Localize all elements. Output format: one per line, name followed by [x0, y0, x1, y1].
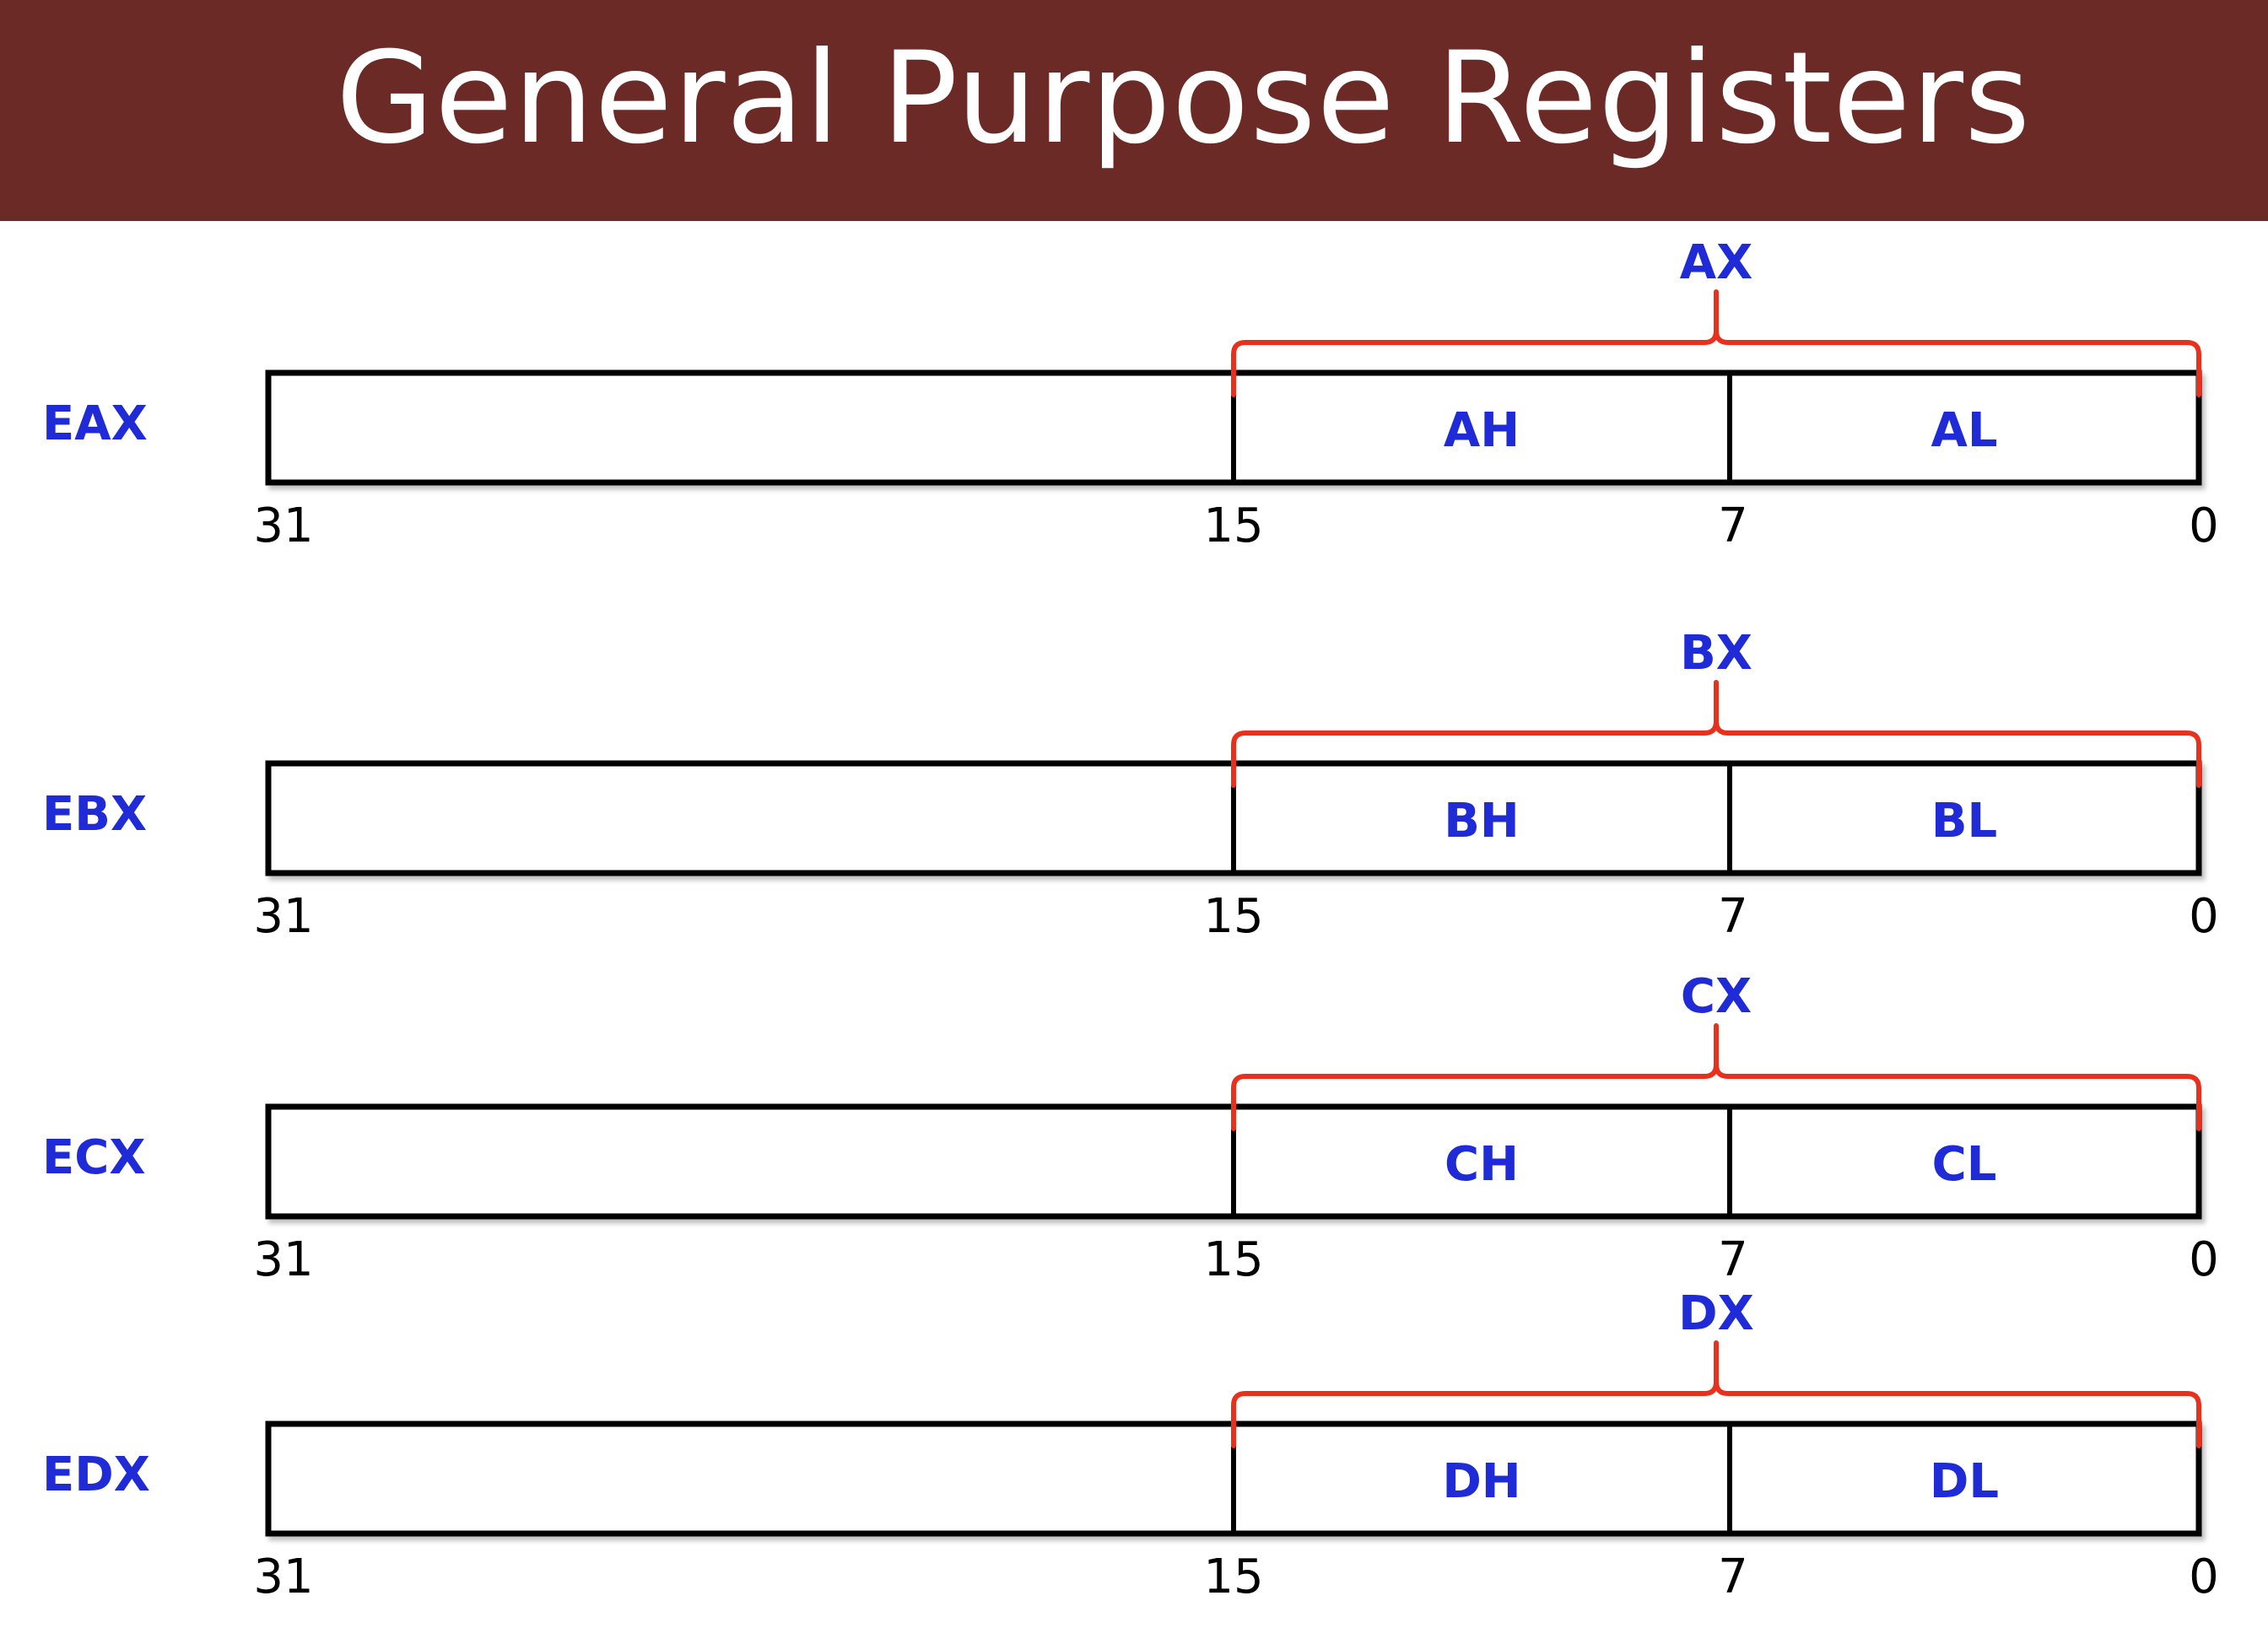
register-row-edx [42, 1286, 2219, 1604]
low-byte-label: AL [1930, 403, 1998, 458]
register-name: EBX [42, 787, 148, 842]
bit-label-15: 15 [1203, 1232, 1264, 1287]
bit-label-0: 0 [2189, 499, 2219, 553]
register-row-ecx [42, 969, 2219, 1287]
low-byte-label: DL [1929, 1454, 2000, 1509]
bit-label-31: 31 [253, 1550, 314, 1604]
bit-label-15: 15 [1203, 499, 1264, 553]
low-byte-label: CL [1931, 1137, 1997, 1192]
bit-label-7: 7 [1718, 1550, 1748, 1604]
register-row-eax [42, 235, 2219, 553]
bit-label-7: 7 [1718, 889, 1748, 944]
bit-label-7: 7 [1718, 499, 1748, 553]
word-label: CX [1680, 969, 1752, 1024]
high-byte-label: AH [1443, 403, 1520, 458]
high-byte-label: DH [1442, 1454, 1521, 1509]
word-label: AX [1679, 235, 1753, 290]
register-row-ebx [42, 626, 2219, 944]
bit-label-7: 7 [1718, 1232, 1748, 1287]
bit-label-0: 0 [2189, 1550, 2219, 1604]
low-byte-label: BL [1930, 794, 1998, 849]
bit-label-31: 31 [253, 889, 314, 944]
bit-label-0: 0 [2189, 1232, 2219, 1287]
bit-label-15: 15 [1203, 889, 1264, 944]
bit-label-15: 15 [1203, 1550, 1264, 1604]
register-name: EDX [42, 1447, 150, 1502]
bit-label-31: 31 [253, 499, 314, 553]
word-label: BX [1680, 626, 1752, 681]
register-name: ECX [42, 1130, 146, 1185]
page-title: General Purpose Registers [336, 25, 2032, 172]
word-label: DX [1678, 1286, 1754, 1341]
bit-label-0: 0 [2189, 889, 2219, 944]
high-byte-label: CH [1444, 1137, 1519, 1192]
bit-label-31: 31 [253, 1232, 314, 1287]
register-name: EAX [42, 396, 148, 451]
high-byte-label: BH [1444, 794, 1520, 849]
